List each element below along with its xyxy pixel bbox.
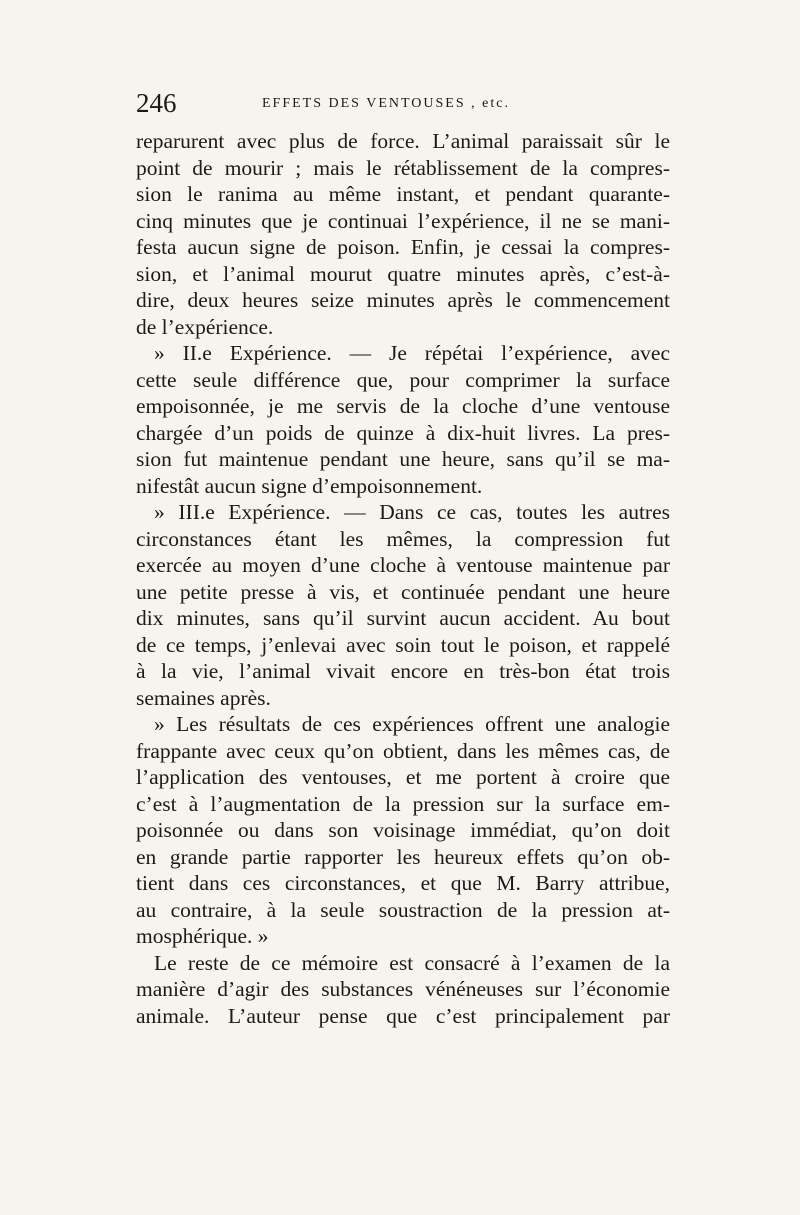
text-line: exercée au moyen d’une cloche à ventouse maintenue par: [136, 553, 670, 577]
text-line: point de mourir ; mais le rétablissement de la compres-: [136, 155, 670, 180]
text-line: tient dans ces circonstances, et que M. Barry attribue,: [136, 871, 670, 895]
text-line: animale. L’auteur pense que c’est principalement par: [136, 1003, 670, 1028]
text-line: festa aucun signe de poison. Enfin, je cessai la compres-: [136, 235, 670, 259]
text-line: au contraire, à la seule soustraction de la pression at-: [136, 897, 670, 922]
text-line: semaines après.: [136, 685, 271, 710]
body-text: [136, 128, 670, 1029]
text-line: empoisonnée, je me servis de la cloche d’une ventouse: [136, 394, 670, 418]
page-header: [136, 88, 676, 124]
text-line: circonstances étant les mêmes, la compression fut: [136, 526, 670, 551]
text-line: cette seule différence que, pour comprimer la surface: [136, 367, 670, 392]
text-line: » II.e Expérience. — Je répétai l’expérience, avec: [154, 341, 670, 365]
text-line: chargée d’un poids de quinze à dix-huit livres. La pres-: [136, 420, 670, 445]
text-line: dix minutes, sans qu’il survint aucun accident. Au bout: [136, 606, 670, 630]
text-line: de ce temps, j’enlevai avec soin tout le poison, et rappelé: [136, 632, 670, 657]
text-line: une petite presse à vis, et continuée pendant une heure: [136, 579, 670, 604]
text-line: reparurent avec plus de force. L’animal paraissait sûr le: [136, 129, 670, 153]
text-line: à la vie, l’animal vivait encore en très-bon état trois: [136, 659, 670, 683]
text-line: frappante avec ceux qu’on obtient, dans les mêmes cas, de: [136, 738, 670, 763]
running-title: EFFETS DES VENTOUSES , etc.: [262, 96, 510, 111]
text-line: l’application des ventouses, et me portent à croire que: [136, 765, 670, 789]
text-line: mosphérique. »: [136, 924, 269, 948]
text-line: » Les résultats de ces expériences offrent une analogie: [154, 712, 670, 736]
text-line: de l’expérience.: [136, 314, 274, 339]
text-line: en grande partie rapporter les heureux effets qu’on ob-: [136, 844, 670, 869]
text-line: sion le ranima au même instant, et pendant quarante-: [136, 182, 670, 206]
text-line: sion, et l’animal mourut quatre minutes après, c’est-à-: [136, 261, 670, 286]
text-line: Le reste de ce mémoire est consacré à l’examen de la: [154, 950, 670, 975]
text-line: cinq minutes que je continuai l’expérience, il ne se mani-: [136, 208, 670, 233]
page-number: 246: [136, 88, 177, 118]
text-line: dire, deux heures seize minutes après le commencement: [136, 288, 670, 312]
text-line: poisonnée ou dans son voisinage immédiat, qu’on doit: [136, 818, 670, 842]
text-line: » III.e Expérience. — Dans ce cas, toutes les autres: [154, 500, 670, 524]
text-line: manière d’agir des substances vénéneuses sur l’économie: [136, 977, 670, 1001]
text-line: nifestât aucun signe d’empoisonnement.: [136, 473, 483, 498]
text-line: sion fut maintenue pendant une heure, sans qu’il se ma-: [136, 447, 670, 471]
text-line: c’est à l’augmentation de la pression sur la surface em-: [136, 791, 670, 816]
